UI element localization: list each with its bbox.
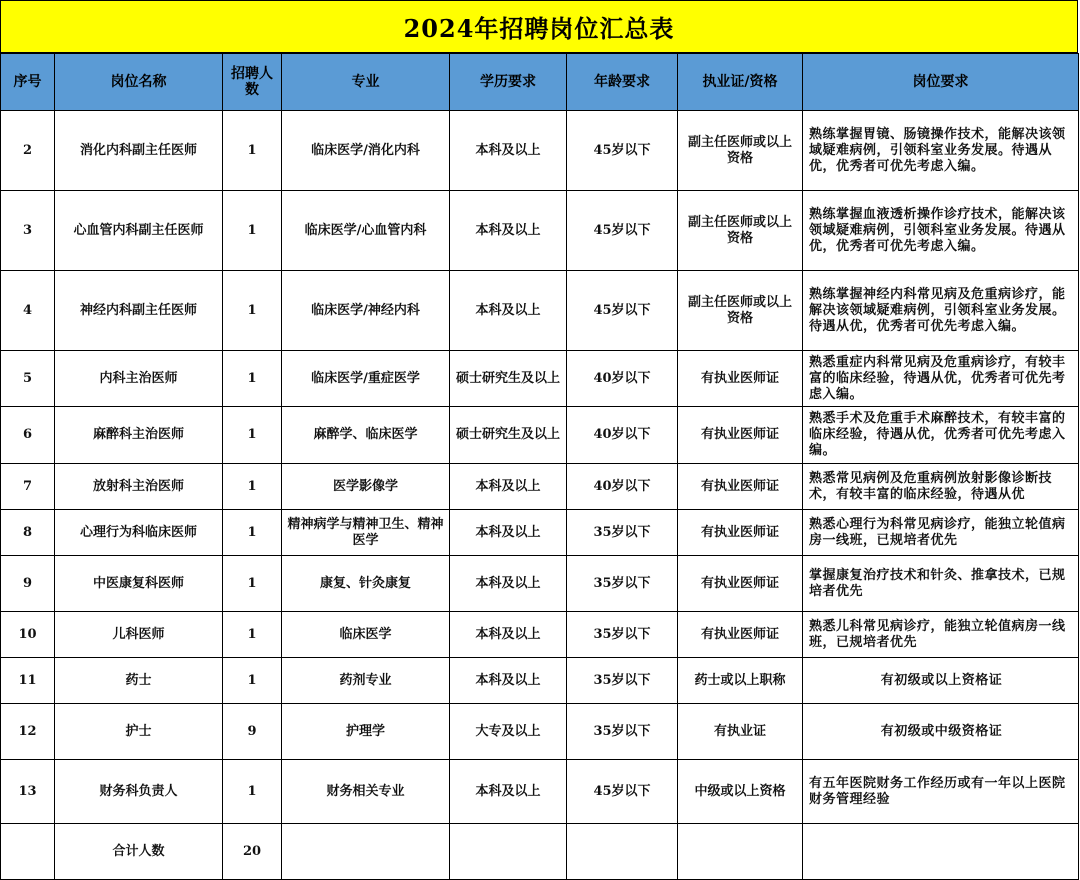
cell-certificate: 有执业医师证 (678, 464, 803, 510)
cell-index: 5 (1, 351, 55, 407)
cell-count: 1 (223, 658, 282, 704)
table-row (1, 351, 1079, 407)
cell-requirements: 有五年医院财务工作经历或有一年以上医院财务管理经验 (803, 760, 1079, 824)
header-major: 专业 (282, 54, 450, 111)
cell-count: 1 (223, 760, 282, 824)
cell-age: 35岁以下 (567, 658, 678, 704)
cell-education: 本科及以上 (450, 191, 567, 271)
cell-certificate: 有执业医师证 (678, 556, 803, 612)
table-row (1, 464, 1079, 510)
table-row (1, 407, 1079, 464)
cell-certificate: 有执业医师证 (678, 510, 803, 556)
cell-major: 临床医学/消化内科 (282, 111, 450, 191)
cell-major: 麻醉学、临床医学 (282, 407, 450, 464)
total-empty (282, 824, 450, 880)
cell-education: 本科及以上 (450, 612, 567, 658)
cell-position: 放射科主治医师 (55, 464, 223, 510)
cell-requirements: 掌握康复治疗技术和针灸、推拿技术，已规培者优先 (803, 556, 1079, 612)
cell-age: 35岁以下 (567, 510, 678, 556)
table-row (1, 271, 1079, 351)
cell-count: 1 (223, 464, 282, 510)
cell-age: 40岁以下 (567, 464, 678, 510)
header-certificate: 执业证/资格 (678, 54, 803, 111)
table-body (1, 111, 1079, 880)
cell-major: 临床医学 (282, 612, 450, 658)
cell-position: 神经内科副主任医师 (55, 271, 223, 351)
total-empty (678, 824, 803, 880)
cell-index: 6 (1, 407, 55, 464)
table-row (1, 658, 1079, 704)
header-requirements: 岗位要求 (803, 54, 1079, 111)
cell-index: 13 (1, 760, 55, 824)
cell-count: 1 (223, 191, 282, 271)
cell-requirements: 熟练掌握神经内科常见病及危重病诊疗，能解决该领域疑难病例，引领科室业务发展。待遇从优，优秀者可优先考虑入编。 (803, 271, 1079, 351)
cell-requirements: 熟悉常见病例及危重病例放射影像诊断技术，有较丰富的临床经验，待遇从优 (803, 464, 1079, 510)
cell-age: 45岁以下 (567, 760, 678, 824)
cell-requirements: 熟悉儿科常见病诊疗，能独立轮值病房一线班，已规培者优先 (803, 612, 1079, 658)
header-position: 岗位名称 (55, 54, 223, 111)
total-empty (803, 824, 1079, 880)
cell-age: 45岁以下 (567, 191, 678, 271)
cell-count: 1 (223, 271, 282, 351)
cell-major: 临床医学/神经内科 (282, 271, 450, 351)
cell-major: 康复、针灸康复 (282, 556, 450, 612)
cell-certificate: 有执业证 (678, 704, 803, 760)
cell-education: 硕士研究生及以上 (450, 407, 567, 464)
table-row (1, 704, 1079, 760)
recruitment-table (0, 53, 1079, 880)
cell-certificate: 副主任医师或以上资格 (678, 191, 803, 271)
total-empty-index (1, 824, 55, 880)
header-count: 招聘人数 (223, 54, 282, 111)
table-row (1, 556, 1079, 612)
total-count: 20 (223, 824, 282, 880)
cell-age: 45岁以下 (567, 111, 678, 191)
cell-certificate: 副主任医师或以上资格 (678, 271, 803, 351)
cell-index: 8 (1, 510, 55, 556)
cell-education: 本科及以上 (450, 658, 567, 704)
cell-age: 35岁以下 (567, 556, 678, 612)
cell-index: 2 (1, 111, 55, 191)
cell-position: 心理行为科临床医师 (55, 510, 223, 556)
cell-certificate: 有执业医师证 (678, 407, 803, 464)
cell-count: 1 (223, 351, 282, 407)
cell-index: 7 (1, 464, 55, 510)
cell-count: 1 (223, 612, 282, 658)
cell-count: 1 (223, 510, 282, 556)
header-age: 年龄要求 (567, 54, 678, 111)
cell-position: 心血管内科副主任医师 (55, 191, 223, 271)
cell-requirements: 熟练掌握胃镜、肠镜操作技术，能解决该领域疑难病例，引领科室业务发展。待遇从优，优秀者可优先考虑入编。 (803, 111, 1079, 191)
table-row (1, 760, 1079, 824)
total-row (1, 824, 1079, 880)
cell-education: 本科及以上 (450, 271, 567, 351)
cell-major: 药剂专业 (282, 658, 450, 704)
total-empty (567, 824, 678, 880)
cell-education: 本科及以上 (450, 510, 567, 556)
cell-position: 药士 (55, 658, 223, 704)
cell-position: 中医康复科医师 (55, 556, 223, 612)
header-index: 序号 (1, 54, 55, 111)
cell-certificate: 有执业医师证 (678, 351, 803, 407)
cell-certificate: 中级或以上资格 (678, 760, 803, 824)
cell-index: 4 (1, 271, 55, 351)
cell-position: 麻醉科主治医师 (55, 407, 223, 464)
cell-education: 硕士研究生及以上 (450, 351, 567, 407)
cell-position: 消化内科副主任医师 (55, 111, 223, 191)
cell-major: 财务相关专业 (282, 760, 450, 824)
table-title: 2024年招聘岗位汇总表 (0, 0, 1078, 53)
cell-education: 本科及以上 (450, 760, 567, 824)
cell-requirements: 有初级或以上资格证 (803, 658, 1079, 704)
table-row (1, 612, 1079, 658)
cell-requirements: 熟练掌握血液透析操作诊疗技术，能解决该领域疑难病例，引领科室业务发展。待遇从优，优秀者可优先考虑入编。 (803, 191, 1079, 271)
cell-count: 1 (223, 407, 282, 464)
total-label: 合计人数 (55, 824, 223, 880)
cell-education: 本科及以上 (450, 556, 567, 612)
cell-index: 12 (1, 704, 55, 760)
header-row (1, 54, 1079, 111)
cell-requirements: 熟悉手术及危重手术麻醉技术，有较丰富的临床经验，待遇从优，优秀者可优先考虑入编。 (803, 407, 1079, 464)
cell-requirements: 熟悉重症内科常见病及危重病诊疗，有较丰富的临床经验，待遇从优，优秀者可优先考虑入编。 (803, 351, 1079, 407)
cell-age: 35岁以下 (567, 704, 678, 760)
cell-major: 临床医学/心血管内科 (282, 191, 450, 271)
table-row (1, 510, 1079, 556)
cell-position: 内科主治医师 (55, 351, 223, 407)
cell-education: 大专及以上 (450, 704, 567, 760)
cell-index: 9 (1, 556, 55, 612)
cell-count: 1 (223, 111, 282, 191)
cell-major: 医学影像学 (282, 464, 450, 510)
cell-position: 护士 (55, 704, 223, 760)
cell-requirements: 有初级或中级资格证 (803, 704, 1079, 760)
cell-certificate: 副主任医师或以上资格 (678, 111, 803, 191)
cell-position: 儿科医师 (55, 612, 223, 658)
cell-position: 财务科负责人 (55, 760, 223, 824)
table-row (1, 191, 1079, 271)
cell-age: 40岁以下 (567, 351, 678, 407)
cell-requirements: 熟悉心理行为科常见病诊疗，能独立轮值病房一线班，已规培者优先 (803, 510, 1079, 556)
cell-major: 临床医学/重症医学 (282, 351, 450, 407)
cell-major: 精神病学与精神卫生、精神医学 (282, 510, 450, 556)
cell-index: 10 (1, 612, 55, 658)
total-empty (450, 824, 567, 880)
cell-major: 护理学 (282, 704, 450, 760)
cell-index: 11 (1, 658, 55, 704)
cell-count: 9 (223, 704, 282, 760)
cell-certificate: 有执业医师证 (678, 612, 803, 658)
cell-education: 本科及以上 (450, 111, 567, 191)
cell-certificate: 药士或以上职称 (678, 658, 803, 704)
cell-count: 1 (223, 556, 282, 612)
cell-index: 3 (1, 191, 55, 271)
table-row (1, 111, 1079, 191)
cell-age: 35岁以下 (567, 612, 678, 658)
cell-education: 本科及以上 (450, 464, 567, 510)
cell-age: 45岁以下 (567, 271, 678, 351)
cell-age: 40岁以下 (567, 407, 678, 464)
header-education: 学历要求 (450, 54, 567, 111)
